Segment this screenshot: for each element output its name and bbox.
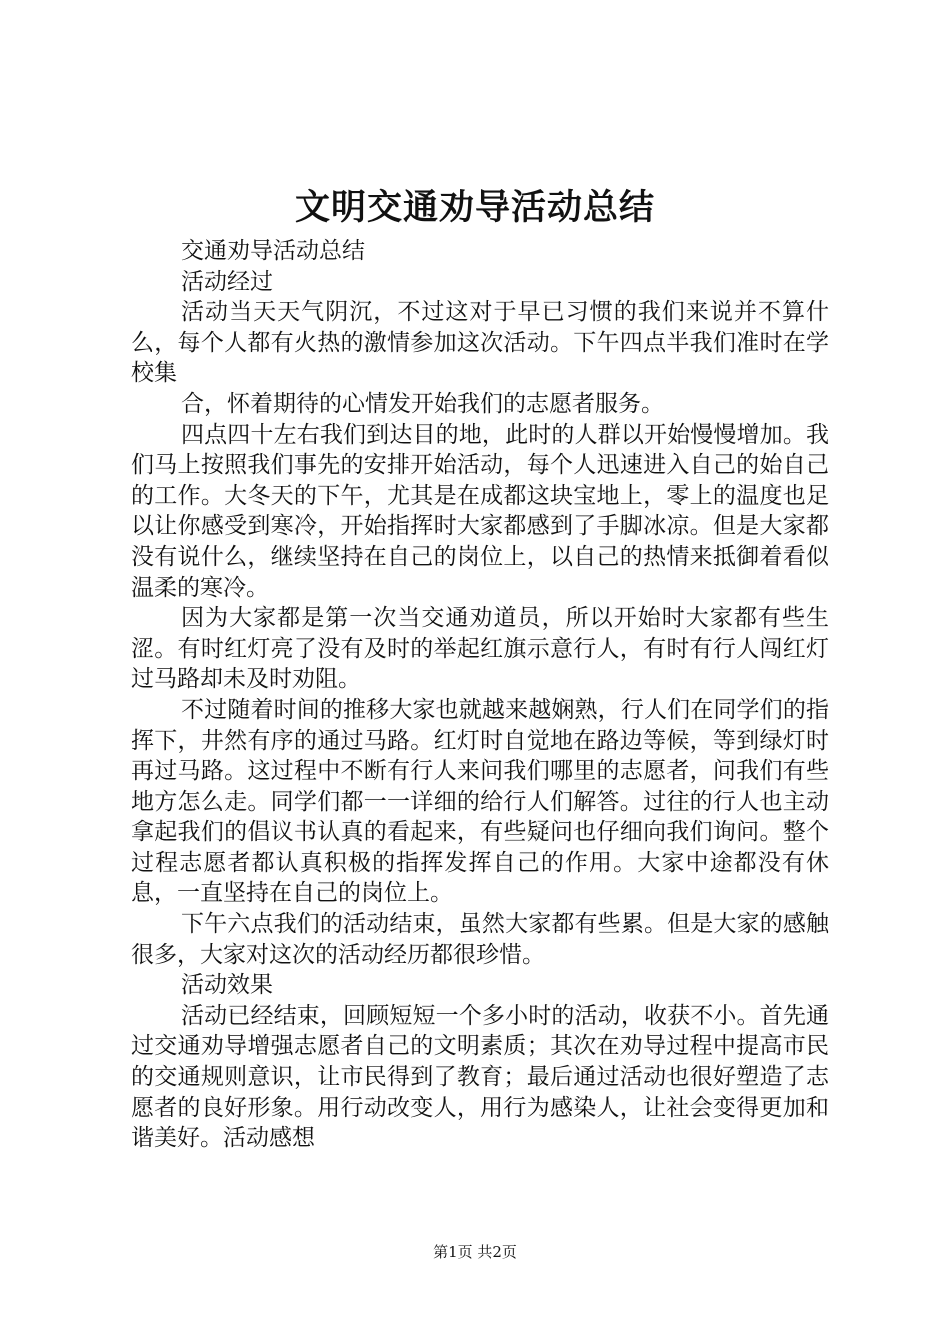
paragraph-gathering: 合，怀着期待的心情发开始我们的志愿者服务。: [181, 390, 664, 417]
page-footer: 第1页 共2页: [433, 1243, 517, 1261]
document-title: 文明交通劝导活动总结: [294, 187, 655, 228]
paragraph-first-time: 因为大家都是第一次当交通劝道员，所以开始时大家都有些生涩。有时红灯亮了没有及时的举起红旗示意行人，有时有行人闯红灯过马路却未及时劝阻。: [131, 605, 829, 693]
document-body: [131, 236, 829, 1154]
paragraph-end: 下午六点我们的活动结束，虽然大家都有些累。但是大家的感触很多，大家对这次的活动经历都很珍惜。: [131, 911, 829, 968]
section-heading-process: 活动经过: [181, 268, 273, 295]
paragraph-effect: 活动已经结束，回顾短短一个多小时的活动，收获不小。首先通过交通劝导增强志愿者自己的文明素质；其次在劝导过程中提高市民的交通规则意识，让市民得到了教育；最后通过活动也很好塑造了志愿者的良好形象。用行动改变人，用行为感染人，让社会变得更加和谐美好。活动感想: [131, 1002, 829, 1152]
paragraph-progress: 不过随着时间的推移大家也就越来越娴熟，行人们在同学们的指挥下，井然有序的通过马路。红灯时自觉地在路边等候，等到绿灯时再过马路。这过程中不断有行人来问我们哪里的志愿者，问我们有些地方怎么走。同学们都一一详细的给行人们解答。过往的行人也主动拿起我们的倡议书认真的看起来，有些疑问也仔细向我们询问。整个过程志愿者都认真积极的指挥发挥自己的作用。大家中途都没有休息，一直坚持在自己的岗位上。: [131, 696, 829, 907]
section-heading-summary: 交通劝导活动总结: [181, 238, 365, 264]
section-heading-effect: 活动效果: [181, 972, 273, 999]
paragraph-weather: 活动当天天气阴沉，不过这对于早已习惯的我们来说并不算什么，每个人都有火热的激情参加这次活动。下午四点半我们准时在学校集: [131, 299, 829, 387]
paragraph-arrival: 四点四十左右我们到达目的地，此时的人群以开始慢慢增加。我们马上按照我们事先的安排开始活动，每个人迅速进入自己的始自己的工作。大冬天的下午，尤其是在成都这块宝地上，零上的温度也足以让你感受到寒冷，开始指挥时大家都感到了手脚冰凉。但是大家都没有说什么，继续坚持在自己的岗位上，以自己的热情来抵御着看似温柔的寒冷。: [131, 421, 829, 601]
